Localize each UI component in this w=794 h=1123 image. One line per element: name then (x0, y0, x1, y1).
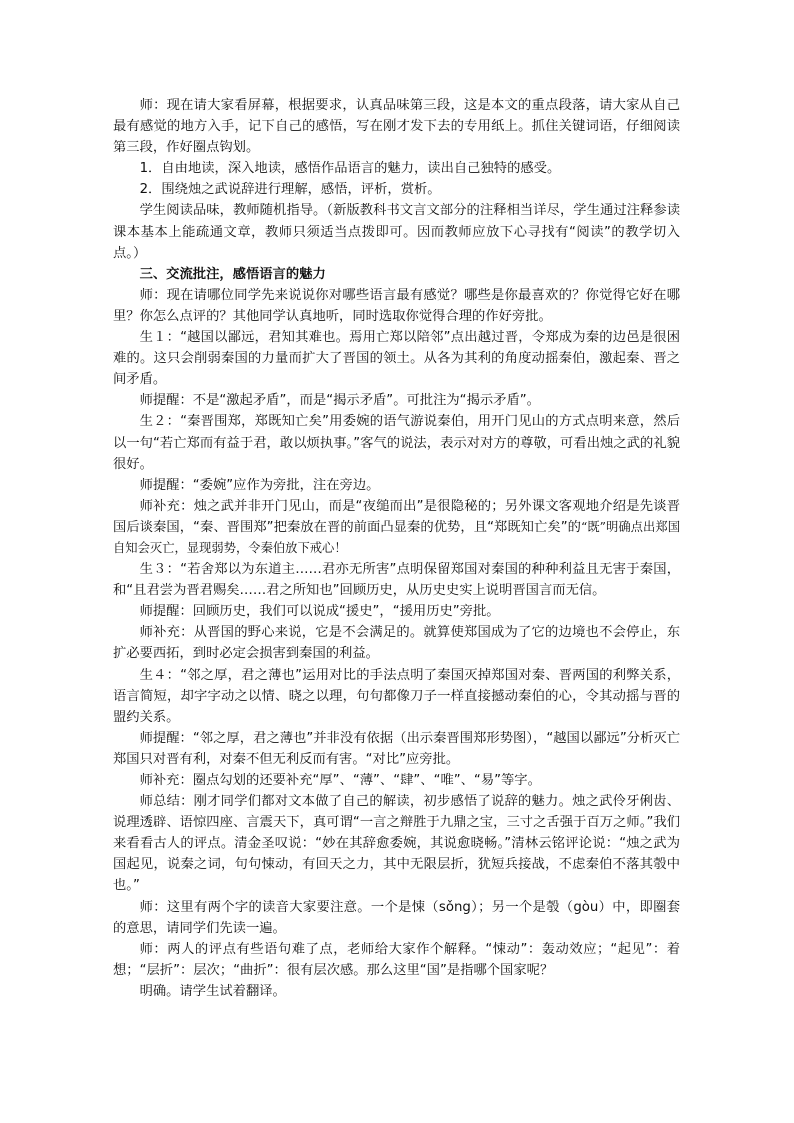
paragraph-part: 师补充：烛之武并非开门见山，而是“夜缒而出”是很隐秘的；另外课文客观地介绍是先谈晋国后谈秦国，“秦、晋围郑”把秦放在晋的前面凸显秦的优势，且“郑既知亡矣”的 (113, 498, 680, 535)
paragraph: 师提醒：回顾历史，我们可以说成“援史”，“援用历史”旁批。 (139, 604, 500, 620)
paragraph: 师总结：刚才同学们都对文本做了自己的解读，初步感悟了说辞的魅力。烛之武伶牙俐齿、说理透辟、语惊四座、言震天下，真可谓“一言之辩胜于九鼎之宝，三寸之舌强于百万之师。”我们来看看古人的评点。清金圣叹说：“妙在其辞愈委婉，其说愈晓畅。”清林云铭评论说：“烛之武为国起见，说秦之词，句句悚动，有回天之力，其中无限层折，犹短兵接战，不虑秦伯不落其彀中也。” (113, 794, 680, 894)
paragraph: 1．自由地读，深入地读，感悟作品语言的魅力，读出自己独特的感受。 (139, 161, 561, 177)
paragraph: 生１：“越国以鄙远，君知其难也。焉用亡郑以陪邻”点出越过晋，令郑成为秦的边邑是很困难的。这只会削弱秦国的力量而扩大了晋国的领土。从各为其利的角度动摇秦伯，激起秦、晋之间矛盾。 (113, 330, 680, 388)
paragraph: 师提醒：“邻之厚，君之薄也”并非没有依据（出示秦晋围郑形势图），“越国以鄙远”分析灭亡郑国只对晋有利，对秦不但无利反而有害。“对比”应旁批。 (113, 730, 680, 767)
paragraph: 师提醒：“委婉”应作为旁批，注在旁边。 (139, 477, 380, 493)
paragraph: 师：现在请哪位同学先来说说你对哪些语言最有感觉？哪些是你最喜欢的？你觉得它好在哪里？你怎么点评的？其他同学认真地听，同时选取你觉得合理的作好旁批。 (113, 287, 680, 324)
paragraph (113, 496, 680, 559)
paragraph: 生３：“若舍郑以为东道主……君亦无所害”点明保留郑国对秦国的种种利益且无害于秦国，和“且君尝为晋君赐矣……君之所知也”回顾历史，从历史史实上说明晋国言而无信。 (113, 562, 680, 599)
paragraph: 师：两人的评点有些语句难了点，老师给大家作个解释。“悚动”：轰动效应；“起见”：着想；“层折”：层次；“曲折”：很有层次感。那么这里“国”是指哪个国家呢？ (113, 941, 680, 978)
paragraph: 师补充：圈点勾划的还要补充“厚”、“薄”、“肆”、“唯”、“易”等字。 (139, 773, 541, 788)
paragraph: 师：这里有两个字的读音大家要注意。一个是悚（sǒng）；另一个是彀（gòu）中，即圈套的意思，请同学们先读一遍。 (113, 899, 680, 936)
paragraph: 明确。请学生试着翻译。 (139, 983, 286, 999)
paragraph: 2．围绕烛之武说辞进行理解，感悟，评析，赏析。 (139, 182, 441, 198)
paragraph: 学生阅读品味，教师随机指导。（新版教科书文言文部分的注释相当详尽，学生通过注释参读课本基本上能疏通文章，教师只须适当点拨即可。因而教师应放下心寻找有“阅读”的教学切入点。） (113, 203, 680, 261)
paragraph: 师：现在请大家看屏幕，根据要求，认真品味第三段，这是本文的重点段落，请大家从自己最有感觉的地方入手，记下自己的感悟，写在刚才发下去的专用纸上。抓住关键词语，仔细阅读第三段，作好圈点钩划。 (113, 98, 680, 156)
paragraph: 师补充：从晋国的野心来说，它是不会满足的。就算使郑国成为了它的边境也不会停止，东扩必要西拓，到时必定会损害到秦国的利益。 (113, 625, 680, 662)
section-heading: 三、交流批注，感悟语言的魅力 (139, 266, 326, 282)
paragraph-part-small: “既”明确点出郑国自知会灭亡，显现弱势，令秦伯放下戒心！ (113, 519, 680, 555)
paragraph: 生２：“秦晋围郑，郑既知亡矣”用委婉的语气游说秦伯，用开门见山的方式点明来意，然后以一句“若亡郑而有益于君，敢以烦执事。”客气的说法，表示对对方的尊敬，可看出烛之武的礼貌很好。 (113, 414, 680, 472)
paragraph: 师提醒：不是“激起矛盾”，而是“揭示矛盾”。可批注为“揭示矛盾”。 (139, 393, 540, 409)
paragraph: 生４：“邻之厚，君之薄也”运用对比的手法点明了秦国灭掉郑国对秦、晋两国的利弊关系，语言简短，却字字动之以情、晓之以理，句句都像刀子一样直接撼动秦伯的心，令其动摇与晋的盟约关系。 (113, 667, 680, 725)
document-body (113, 95, 680, 1002)
